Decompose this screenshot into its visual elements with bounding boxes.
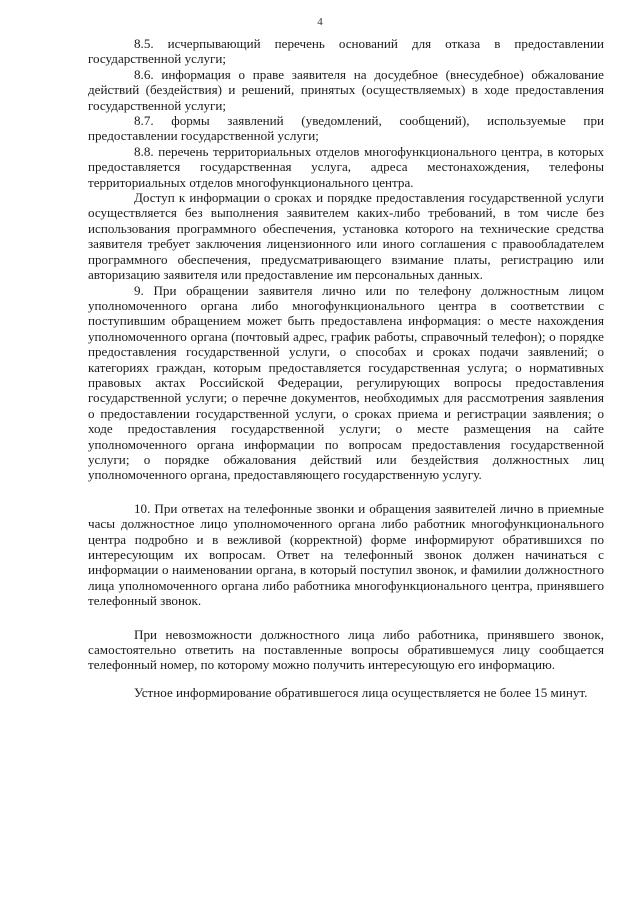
paragraph-10: 10. При ответах на телефонные звонки и обращения заявителей лично в приемные часы должностное лицо уполномоченного органа либо работник многофункционального центра подробно и в вежливой (корректной) форме информируют обратившихся по интересующим их вопросам. Ответ на телефонный звонок должен начинаться с информации о наименовании органа, в который поступил звонок, и фамилии должностного лица уполномоченного органа либо работника многофункционального центра, принявшего телефонный звонок. <box>88 500 604 609</box>
page-number: 4 <box>317 16 323 28</box>
paragraph-impossibility: При невозможности должностного лица либо работника, принявшего звонок, самостоятельно ответить на поставленные вопросы обратившемуся лицу сообщается телефонный номер, по которому можно получить интересующую его информацию. <box>88 626 604 673</box>
document-body <box>88 36 604 700</box>
paragraph-access-info: Доступ к информации о сроках и порядке предоставления государственной услуги осуществляется без выполнения заявителем каких-либо требований, в том числе без использования программного обеспечения, установка которого на технические средства заявителя требует заключения лицензионного или иного соглашения с правообладателем программного обеспечения, предусматривающего взимание платы, регистрацию или авторизацию заявителя или предоставление им персональных данных. <box>88 190 604 283</box>
paragraph-9: 9. При обращении заявителя лично или по телефону должностным лицом уполномоченного органа либо многофункционального центра в соответствии с поступившим обращением может быть предоставлена информация: о месте нахождения уполномоченного органа (почтовый адрес, график работы, справочный телефон); о порядке предоставления государственной услуги, о способах и сроках подачи заявлений; о категориях граждан, которым предоставляется государственная услуга; о нормативных правовых актах Российской Федерации, регулирующих вопросы предоставления государственной услуги; о перечне документов, необходимых для рассмотрения заявления о предоставлении государственной услуги, о сроках приема и регистрации заявления; о ходе предоставления государственной услуги; о месте размещения на сайте уполномоченного органа информации по вопросам предоставления государственной услуги; о порядке обжалования действий или бездействия должностных лиц уполномоченного органа, предоставляющего государственную услугу. <box>88 282 604 483</box>
paragraph-8-8: 8.8. перечень территориальных отделов многофункционального центра, в которых предоставляется государственная услуга, адреса местонахождения, телефоны территориальных отделов многофункционального центра. <box>88 143 604 190</box>
paragraph-8-7: 8.7. формы заявлений (уведомлений, сообщений), используемые при предоставлении государственной услуги; <box>88 113 604 144</box>
paragraph-8-6: 8.6. информация о праве заявителя на досудебное (внесудебное) обжалование действий (бездействия) и решений, принятых (осуществляемых) в ходе предоставления государственной услуги; <box>88 66 604 113</box>
paragraph-8-5: 8.5. исчерпывающий перечень оснований для отказа в предоставлении государственной услуги; <box>88 36 604 67</box>
paragraph-oral-info: Устное информирование обратившегося лица осуществляется не более 15 минут. <box>134 684 588 700</box>
